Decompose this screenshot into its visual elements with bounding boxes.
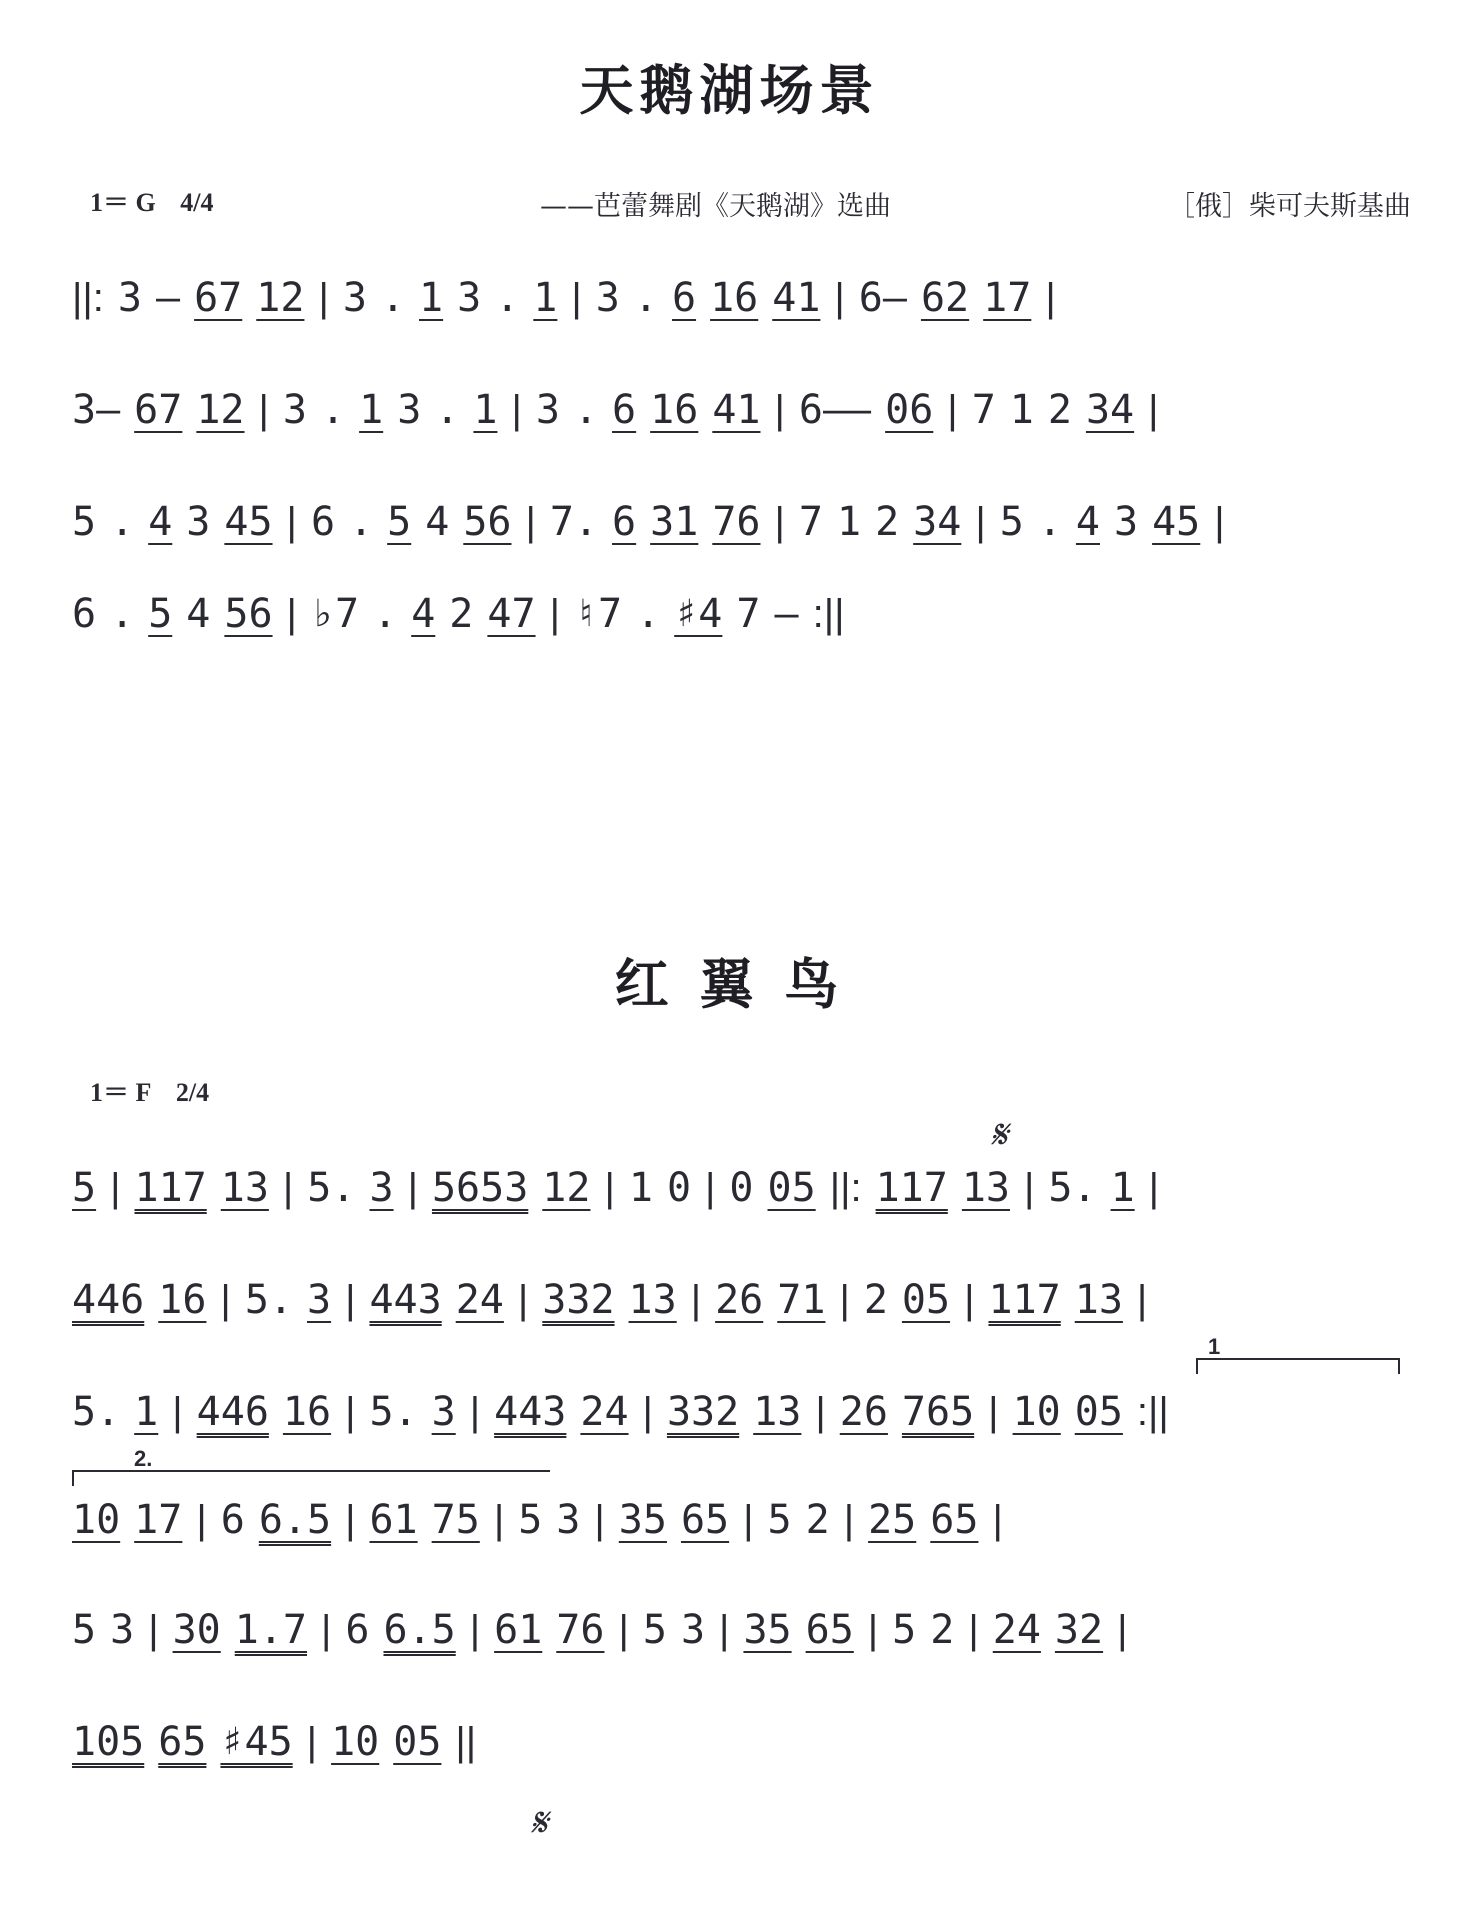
- key-signature: [90, 1072, 209, 1109]
- note: –: [156, 275, 181, 321]
- note: 1: [533, 275, 558, 321]
- note: 65: [680, 1497, 730, 1543]
- note: 41: [712, 387, 761, 433]
- note: 5.: [244, 1277, 293, 1323]
- time-signature: 4/4: [180, 188, 214, 217]
- note: 12: [256, 275, 305, 321]
- note: 71: [777, 1277, 826, 1323]
- barline: |: [774, 500, 785, 544]
- barline: |: [1214, 500, 1225, 544]
- note: 13: [961, 1165, 1011, 1211]
- note: 5.: [307, 1165, 356, 1211]
- note: 6: [345, 1607, 370, 1653]
- note: 24: [455, 1277, 504, 1323]
- note: 4: [1075, 499, 1100, 545]
- barline: |: [839, 1278, 850, 1322]
- note: 56: [224, 591, 273, 637]
- barline: |: [1148, 1166, 1160, 1210]
- score-line: [72, 1719, 1417, 1766]
- note: 35: [618, 1497, 667, 1543]
- note: 61: [369, 1497, 418, 1543]
- barline: |: [286, 500, 297, 544]
- note: 32: [1054, 1607, 1104, 1653]
- key-label: 1＝ G: [90, 188, 156, 217]
- score-line: [72, 1389, 1417, 1436]
- note: 24: [992, 1607, 1041, 1653]
- note: 6––: [798, 387, 872, 433]
- note: 13: [220, 1165, 269, 1211]
- note: 5: [72, 499, 97, 545]
- note: 67: [194, 275, 243, 321]
- note: 3: [1114, 499, 1139, 545]
- note: 3: [117, 275, 142, 321]
- barline: |: [345, 1278, 356, 1322]
- note: 3: [595, 275, 620, 321]
- volta-bracket-2: [72, 1446, 550, 1486]
- note: 65: [158, 1719, 207, 1765]
- note: 1: [419, 275, 444, 321]
- note: 1: [836, 499, 862, 545]
- note: 6: [220, 1497, 245, 1543]
- note: 35: [743, 1607, 792, 1653]
- note: 3: [680, 1607, 706, 1653]
- note: 5.: [369, 1389, 418, 1435]
- note: 443: [369, 1277, 442, 1323]
- barline: |: [1136, 1278, 1148, 1322]
- barline: |: [867, 1608, 879, 1652]
- segno-sign: 𝄋: [990, 1112, 1008, 1158]
- note: .: [321, 387, 346, 433]
- note: .: [636, 591, 661, 637]
- barline: |: [511, 388, 522, 432]
- note: 3: [110, 1607, 135, 1653]
- note: 13: [753, 1389, 802, 1435]
- note: 2: [930, 1607, 955, 1653]
- note: 26: [715, 1277, 764, 1323]
- barline: |: [321, 1608, 332, 1652]
- song-subtitle: ——芭蕾舞剧《天鹅湖》选曲: [540, 191, 891, 222]
- barline: |: [345, 1498, 356, 1542]
- note: 6.5: [383, 1607, 456, 1653]
- barline: |: [834, 276, 845, 320]
- note: 4: [411, 591, 436, 637]
- note: 7: [736, 591, 761, 637]
- barline: |: [964, 1278, 975, 1322]
- note: 117: [134, 1165, 207, 1211]
- note: 1: [359, 387, 384, 433]
- barline: |: [525, 500, 536, 544]
- note: 4: [425, 499, 450, 545]
- barline: |: [148, 1608, 159, 1652]
- note: 5: [387, 499, 412, 545]
- note: 17: [134, 1497, 183, 1543]
- note: 5.: [1048, 1165, 1097, 1211]
- barline: |: [469, 1390, 481, 1434]
- note: 6: [612, 499, 637, 545]
- note: 2: [449, 591, 474, 637]
- score-line: [72, 499, 1417, 546]
- note: 1: [473, 387, 498, 433]
- note: 26: [839, 1389, 888, 1435]
- note: 6: [612, 387, 637, 433]
- note: 13: [628, 1277, 677, 1323]
- note: 34: [913, 499, 962, 545]
- barline: |: [110, 1166, 121, 1210]
- note: 4: [186, 591, 211, 637]
- barline: |: [282, 1166, 294, 1210]
- note: 6: [671, 275, 697, 321]
- score-line: [72, 1277, 1417, 1324]
- barline: |: [220, 1278, 231, 1322]
- note: 1: [1009, 387, 1034, 433]
- note: 45: [224, 499, 273, 545]
- note: .: [633, 275, 658, 321]
- barline: |: [469, 1608, 481, 1652]
- barline: |: [493, 1498, 505, 1542]
- note: 3: [186, 499, 211, 545]
- note: 4: [148, 499, 173, 545]
- note: 05: [901, 1277, 951, 1323]
- note: .: [495, 275, 520, 321]
- volta-label-2: 2.: [134, 1446, 153, 1471]
- note: 3: [306, 1277, 332, 1323]
- note: 7: [798, 499, 823, 545]
- note: .: [373, 591, 398, 637]
- note: 5653: [431, 1165, 529, 1211]
- note: 5: [72, 1165, 97, 1211]
- note: 3–: [72, 387, 121, 433]
- barline: |: [774, 388, 785, 432]
- barline: :||: [812, 592, 845, 636]
- barline: |: [719, 1608, 730, 1652]
- note: 2: [1047, 387, 1072, 433]
- barline: ||:: [829, 1166, 862, 1210]
- note: 10: [1012, 1389, 1061, 1435]
- score-line: [72, 1497, 1417, 1544]
- note: .: [349, 499, 374, 545]
- volta-label-1: 1: [1208, 1334, 1221, 1359]
- note: 1: [134, 1389, 159, 1435]
- note: 05: [1074, 1389, 1123, 1435]
- note: 6: [310, 499, 336, 545]
- note: 7.: [549, 499, 599, 545]
- score-line: [72, 387, 1417, 434]
- barline: |: [571, 276, 582, 320]
- note: 2: [805, 1497, 830, 1543]
- time-signature: 2/4: [175, 1078, 210, 1107]
- note: 12: [542, 1165, 591, 1211]
- note: 47: [487, 591, 536, 637]
- note: 3: [282, 387, 307, 433]
- note: 2: [875, 499, 900, 545]
- note: 0: [666, 1165, 692, 1211]
- barline: |: [549, 592, 560, 636]
- note: .: [1037, 499, 1062, 545]
- note: 06: [885, 387, 934, 433]
- note: 16: [650, 387, 699, 433]
- note: 1: [628, 1165, 653, 1211]
- score-line: [72, 1607, 1417, 1654]
- barline: |: [988, 1390, 999, 1434]
- note: 13: [1074, 1277, 1123, 1323]
- note: 1: [1110, 1165, 1135, 1211]
- barline: |: [1045, 276, 1056, 320]
- note: 446: [196, 1389, 269, 1435]
- note: 6: [72, 591, 97, 637]
- note: 2: [863, 1277, 888, 1323]
- note: 5: [999, 499, 1024, 545]
- note: ♯45: [220, 1719, 293, 1765]
- note: 24: [580, 1389, 629, 1435]
- note: 5: [518, 1497, 543, 1543]
- note: 3: [535, 387, 560, 433]
- note: 76: [712, 499, 761, 545]
- note: 75: [431, 1497, 480, 1543]
- note: 16: [710, 275, 759, 321]
- note: .: [110, 591, 135, 637]
- note: 34: [1085, 387, 1135, 433]
- barline: |: [258, 388, 269, 432]
- barline: |: [172, 1390, 183, 1434]
- note: 5: [892, 1607, 917, 1653]
- note: 45: [1152, 499, 1201, 545]
- barline: |: [407, 1166, 418, 1210]
- song-composer: ［俄］柴可夫斯基曲: [1168, 191, 1411, 222]
- note: 7: [971, 387, 996, 433]
- note: 05: [767, 1165, 816, 1211]
- note: 16: [158, 1277, 207, 1323]
- note: 65: [805, 1607, 854, 1653]
- score-line: [72, 1165, 1417, 1212]
- barline: |: [306, 1720, 318, 1764]
- barline: |: [947, 388, 958, 432]
- barline: |: [843, 1498, 855, 1542]
- barline: |: [286, 592, 297, 636]
- note: 12: [196, 387, 245, 433]
- note: 25: [868, 1497, 917, 1543]
- barline: :||: [1136, 1390, 1169, 1434]
- note: 1.7: [234, 1607, 307, 1653]
- note: 05: [393, 1719, 442, 1765]
- note: 117: [875, 1165, 948, 1211]
- note: .: [573, 387, 599, 433]
- note: 5.: [72, 1389, 121, 1435]
- note: 332: [666, 1389, 740, 1435]
- note: 5: [148, 591, 173, 637]
- barline: |: [318, 276, 329, 320]
- barline: |: [594, 1498, 605, 1542]
- note: 5: [642, 1607, 667, 1653]
- barline: |: [517, 1278, 529, 1322]
- note: 3: [369, 1165, 394, 1211]
- note: 3: [431, 1389, 456, 1435]
- key-label: 1＝ F: [90, 1078, 152, 1107]
- note: 16: [282, 1389, 332, 1435]
- volta-bracket-1: [1196, 1334, 1400, 1374]
- barline: |: [975, 500, 986, 544]
- note: 5: [767, 1497, 792, 1543]
- segno-sign: 𝄋: [530, 1800, 548, 1846]
- barline: |: [618, 1608, 629, 1652]
- barline: |: [1117, 1608, 1128, 1652]
- song-title: 红 翼 鸟: [614, 952, 845, 1016]
- note: 10: [72, 1497, 121, 1543]
- barline: ||:: [72, 276, 104, 320]
- barline: |: [604, 1166, 615, 1210]
- note: 117: [988, 1277, 1061, 1323]
- note: 76: [556, 1607, 605, 1653]
- note: 61: [494, 1607, 543, 1653]
- score-line: [72, 275, 1417, 322]
- note: 446: [72, 1277, 145, 1323]
- note: 41: [772, 275, 821, 321]
- note: 6.5: [258, 1497, 332, 1543]
- barline: |: [992, 1498, 1003, 1542]
- note: ♮7: [573, 591, 623, 637]
- barline: ||: [455, 1720, 477, 1764]
- note: 0: [729, 1165, 754, 1211]
- note: .: [110, 499, 135, 545]
- barline: |: [690, 1278, 702, 1322]
- note: 3: [342, 275, 367, 321]
- note: .: [380, 275, 406, 321]
- note: 105: [72, 1719, 145, 1765]
- barline: |: [642, 1390, 653, 1434]
- barline: |: [345, 1390, 356, 1434]
- note: .: [435, 387, 460, 433]
- note: 30: [172, 1607, 221, 1653]
- note: ♯4: [674, 591, 723, 637]
- note: 65: [930, 1497, 979, 1543]
- note: 10: [331, 1719, 380, 1765]
- note: ♭7: [310, 591, 360, 637]
- note: 3: [397, 387, 422, 433]
- note: 3: [556, 1497, 581, 1543]
- barline: |: [968, 1608, 979, 1652]
- note: 765: [901, 1389, 975, 1435]
- key-signature: [90, 182, 213, 219]
- note: 3: [457, 275, 482, 321]
- note: 332: [542, 1277, 615, 1323]
- barline: |: [815, 1390, 826, 1434]
- note: 31: [650, 499, 699, 545]
- note: 67: [134, 387, 183, 433]
- note: 6–: [858, 275, 907, 321]
- note: 56: [463, 499, 512, 545]
- barline: |: [196, 1498, 207, 1542]
- barline: |: [1024, 1166, 1035, 1210]
- note: –: [774, 591, 799, 637]
- barline: |: [705, 1166, 716, 1210]
- note: 17: [983, 275, 1032, 321]
- note: 443: [494, 1389, 567, 1435]
- song-title: 天鹅湖场景: [579, 58, 880, 122]
- score-line: [72, 591, 1417, 638]
- note: 62: [920, 275, 970, 321]
- barline: |: [1148, 388, 1159, 432]
- barline: |: [743, 1498, 754, 1542]
- note: 5: [72, 1607, 97, 1653]
